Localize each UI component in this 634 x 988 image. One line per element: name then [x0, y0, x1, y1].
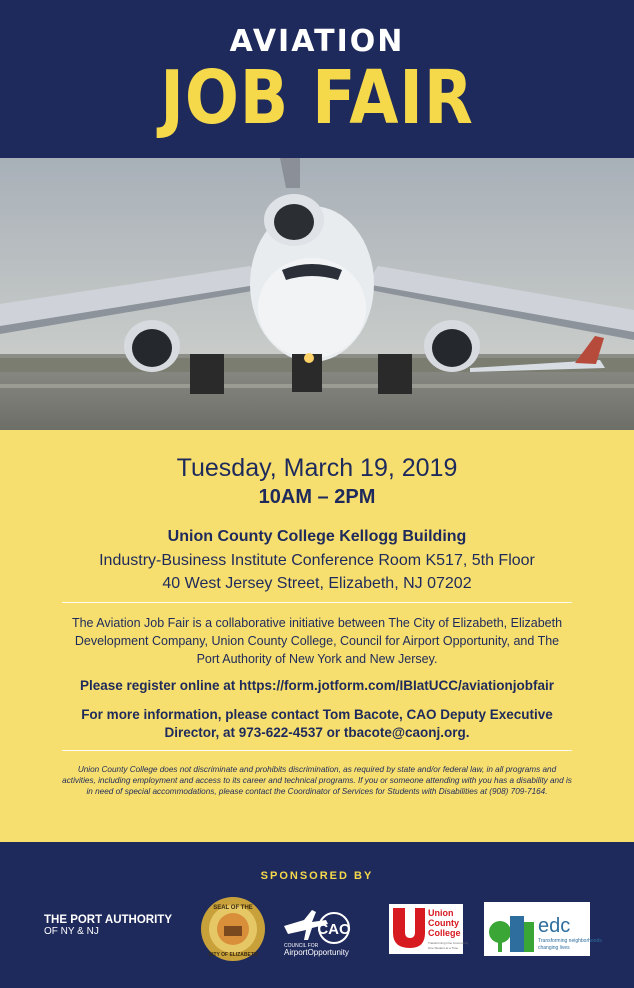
legal-notice: Union County College does not discriminate and prohibits discrimination, as required by state and/or federal law, in all programs and activities, including employment and access to its career and technical programs. If you or someone attending with you has a disability and is in need of special accommodations, please contact the Coordinator of Services for Students with Disabilities at (908) 709-7164. [62, 765, 572, 796]
edc-logo [484, 902, 602, 956]
divider-bottom [62, 750, 572, 751]
port-authority-name: THE PORT AUTHORITY [44, 914, 172, 926]
svg-text:edc: edc [538, 915, 571, 937]
port-authority-logo [44, 914, 172, 938]
contact-info: For more information, please contact Tom Bacote, CAO Deputy Executive Director, at 973-622-4537 or tbacote@caonj.org. [81, 707, 553, 740]
svg-text:COUNCIL FOR: COUNCIL FOR [284, 943, 319, 949]
svg-text:Transforming One Community: Transforming One Community [428, 941, 469, 945]
description: The Aviation Job Fair is a collaborative initiative between The City of Elizabeth, Elizabeth Development Company, Union County College, Council for Airport Opportunity, and The Port Authority of New York and New Jersey. [71, 616, 563, 666]
svg-text:SEAL OF THE: SEAL OF THE [213, 905, 253, 911]
svg-text:CITY OF ELIZABETH: CITY OF ELIZABETH [208, 952, 258, 958]
svg-text:changing lives: changing lives [538, 945, 570, 951]
ucc-logo [389, 904, 469, 954]
cao-logo [282, 906, 368, 963]
port-authority-sub: OF NY & NJ [44, 926, 99, 937]
sponsored-by-heading: SPONSORED BY [260, 870, 374, 882]
svg-text:AirportOpportunity: AirportOpportunity [284, 948, 349, 957]
svg-text:College: College [428, 928, 461, 938]
airplane-photo [0, 158, 634, 430]
event-address: 40 West Jersey Street, Elizabeth, NJ 07202 [162, 575, 472, 592]
header-banner [0, 0, 634, 158]
event-details [0, 430, 634, 842]
event-date: Tuesday, March 19, 2019 [176, 454, 458, 482]
registration-link[interactable]: Please register online at https://form.jotform.com/IBIatUCC/aviationjobfair [79, 678, 555, 693]
city-seal-logo [200, 896, 266, 962]
svg-text:CAO: CAO [317, 921, 351, 938]
svg-text:Transforming neighborhoods: Transforming neighborhoods [538, 938, 602, 944]
divider-top [62, 602, 572, 603]
title-aviation: AVIATION [229, 24, 405, 59]
sponsors-footer [0, 842, 634, 988]
event-room: Industry-Business Institute Conference Room K517, 5th Floor [99, 552, 535, 569]
svg-text:Union: Union [428, 908, 454, 918]
event-time: 10AM – 2PM [258, 486, 376, 508]
event-venue: Union County College Kellogg Building [167, 528, 467, 545]
title-job-fair: JOB FAIR [160, 55, 474, 141]
svg-text:County: County [428, 918, 459, 928]
svg-text:One Student at a Time: One Student at a Time [428, 946, 459, 950]
